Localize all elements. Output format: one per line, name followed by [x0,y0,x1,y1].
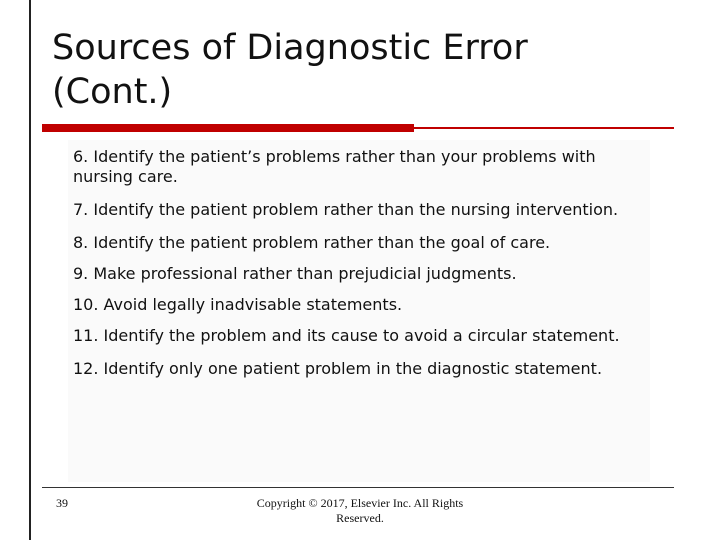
slide-title-line-1: Sources of Diagnostic Error [52,28,528,68]
error-sources-list [73,147,643,392]
footer-rule [42,487,674,488]
list-item-7: 7. Identify the patient problem rather than the nursing intervention. [73,200,619,219]
title-underline-thin [414,127,674,129]
list-item-11: 11. Identify the problem and its cause to avoid a circular statement. [73,326,620,345]
list-item-9: 9. Make professional rather than prejudicial judgments. [73,264,517,283]
slide-title [52,26,528,114]
left-vertical-rule [29,0,31,540]
copyright-line-1: Copyright © 2017, Elsevier Inc. All Rights [256,496,464,510]
list-item-8: 8. Identify the patient problem rather than the goal of care. [73,233,551,252]
copyright-notice [240,496,480,526]
slide-title-line-2: (Cont.) [52,72,173,112]
title-underline-accent [42,124,414,132]
list-item-10: 10. Avoid legally inadvisable statements. [73,295,403,314]
list-item-12: 12. Identify only one patient problem in the diagnostic statement. [73,359,603,378]
list-item-6: 6. Identify the patient’s problems rather than your problems with nursing care. [73,147,596,186]
copyright-line-2: Reserved. [336,511,384,525]
page-number: 39 [56,496,68,510]
